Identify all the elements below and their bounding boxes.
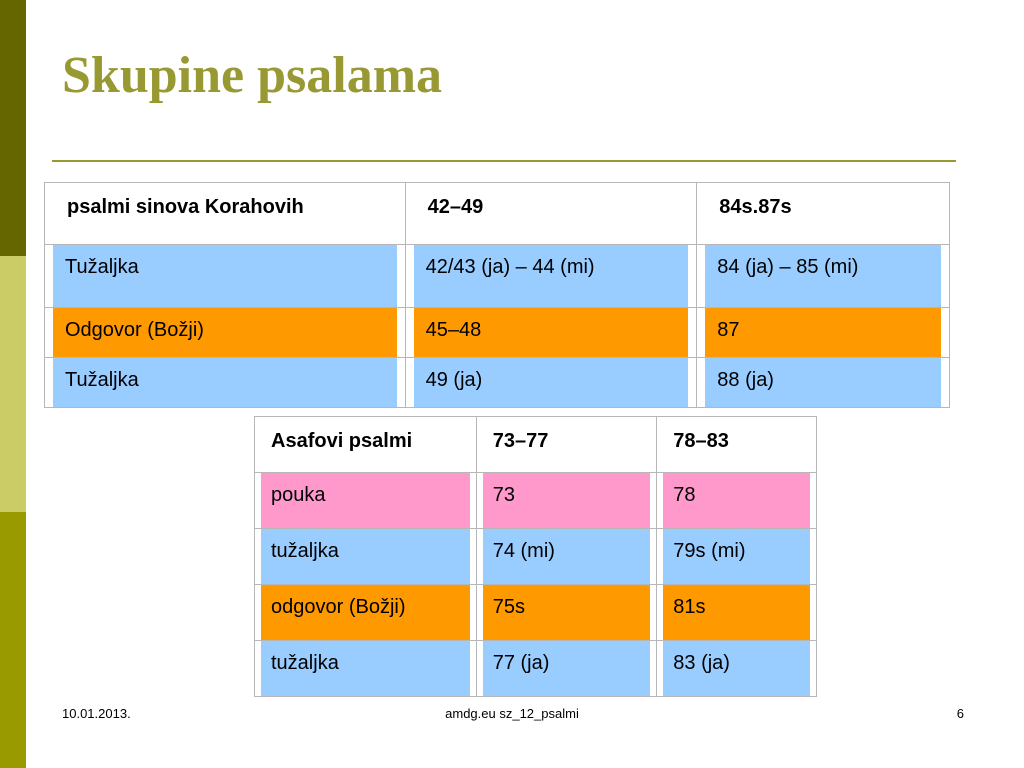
table-cell	[657, 473, 817, 529]
header-cell-range-2: 78–83	[657, 417, 816, 472]
table-cell	[657, 417, 817, 473]
side-bar-middle	[0, 256, 26, 512]
table-cell	[405, 245, 697, 308]
footer-source: amdg.eu sz_12_psalmi	[445, 706, 579, 721]
side-bar-bottom	[0, 512, 26, 768]
table-cell	[657, 585, 817, 641]
cell-range-1: 45–48	[414, 308, 689, 357]
table-cell	[255, 473, 477, 529]
cell-range-2: 84 (ja) – 85 (mi)	[705, 245, 941, 307]
cell-range-2: 78	[663, 473, 810, 528]
header-cell-range-2: 84s.87s	[697, 183, 949, 244]
table-cell	[255, 529, 477, 585]
table-cell	[476, 473, 657, 529]
table-row	[255, 529, 817, 585]
table-header-row	[255, 417, 817, 473]
table-cell	[657, 529, 817, 585]
cell-type: Tužaljka	[53, 245, 397, 307]
table-cell	[255, 641, 477, 697]
cell-range-2: 79s (mi)	[663, 529, 810, 584]
table-row	[255, 641, 817, 697]
cell-type: tužaljka	[261, 641, 470, 696]
cell-type: Tužaljka	[53, 358, 397, 407]
side-bar-top	[0, 0, 26, 256]
table-cell	[697, 308, 950, 358]
table-cell	[45, 358, 406, 408]
cell-type: tužaljka	[261, 529, 470, 584]
table-row	[255, 585, 817, 641]
cell-range-1: 73	[483, 473, 651, 528]
cell-range-2: 87	[705, 308, 941, 357]
table-cell	[45, 245, 406, 308]
korah-psalms-table	[44, 182, 950, 408]
asaph-psalms-table	[254, 416, 817, 697]
cell-type: pouka	[261, 473, 470, 528]
footer-page-number: 6	[956, 706, 964, 721]
table-cell	[476, 585, 657, 641]
table-row	[45, 358, 950, 408]
cell-range-1: 74 (mi)	[483, 529, 651, 584]
table-cell	[255, 417, 477, 473]
header-cell-group: psalmi sinova Korahovih	[45, 183, 405, 244]
cell-range-2: 83 (ja)	[663, 641, 810, 696]
footer-date: 10.01.2013.	[62, 706, 131, 721]
cell-range-1: 77 (ja)	[483, 641, 651, 696]
table-cell	[45, 183, 406, 245]
slide-title: Skupine psalama	[62, 47, 443, 104]
table-cell	[697, 183, 950, 245]
table-cell	[405, 308, 697, 358]
cell-range-1: 75s	[483, 585, 651, 640]
cell-range-2: 88 (ja)	[705, 358, 941, 407]
table-cell	[255, 585, 477, 641]
header-cell-range-1: 42–49	[406, 183, 697, 244]
table-cell	[476, 529, 657, 585]
table-cell	[476, 417, 657, 473]
table-cell	[405, 183, 697, 245]
table-header-row	[45, 183, 950, 245]
table-cell	[45, 308, 406, 358]
cell-type: Odgovor (Božji)	[53, 308, 397, 357]
table-cell	[405, 358, 697, 408]
table-row	[45, 308, 950, 358]
header-cell-group: Asafovi psalmi	[255, 417, 476, 472]
cell-type: odgovor (Božji)	[261, 585, 470, 640]
table-row	[45, 245, 950, 308]
cell-range-2: 81s	[663, 585, 810, 640]
table-cell	[697, 358, 950, 408]
title-underline	[52, 160, 956, 162]
table-cell	[476, 641, 657, 697]
table-cell	[697, 245, 950, 308]
table-cell	[657, 641, 817, 697]
cell-range-1: 42/43 (ja) – 44 (mi)	[414, 245, 689, 307]
cell-range-1: 49 (ja)	[414, 358, 689, 407]
header-cell-range-1: 73–77	[477, 417, 657, 472]
table-row	[255, 473, 817, 529]
